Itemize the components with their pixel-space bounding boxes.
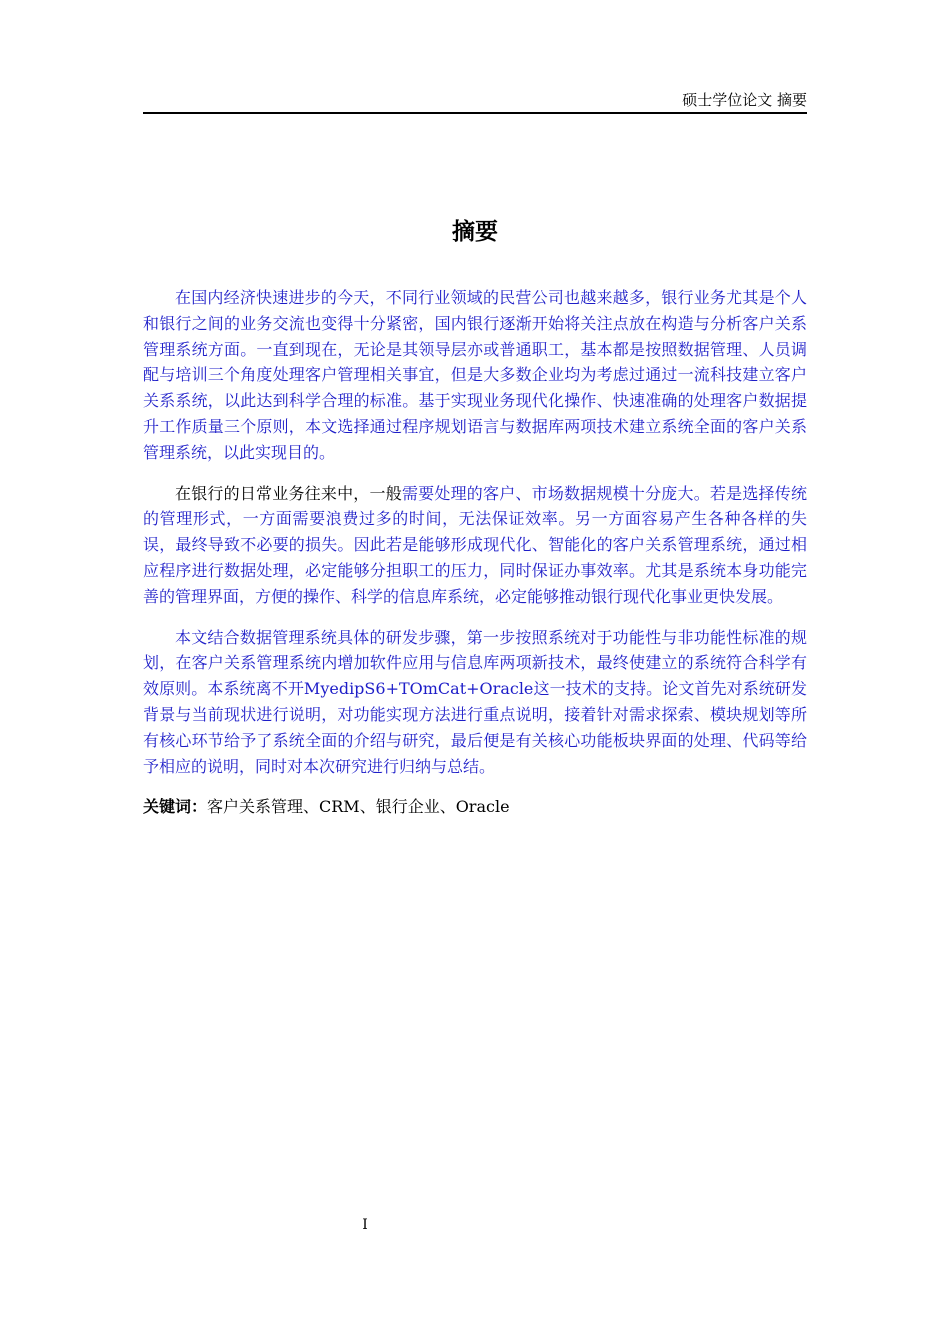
- page-header: [143, 88, 807, 114]
- abstract-paragraph-1: 在国内经济快速进步的今天，不同行业领域的民营公司也越来越多，银行业务尤其是个人和银行之间的业务交流也变得十分紧密，国内银行逐渐开始将关注点放在构造与分析客户关系管理系统方面。一直到现在，无论是其领导层亦或普通职工，基本都是按照数据管理、人员调配与培训三个角度处理客户管理相关事宜，但是大多数企业均为考虑过通过一流科技建立客户关系系统，以此达到科学合理的标准。基于实现业务现代化操作、快速准确的处理客户数据提升工作质量三个原则，本文选择通过程序规划语言与数据库两项技术建立系统全面的客户关系管理系统，以此实现目的。: [143, 288, 807, 462]
- running-header-text: 硕士学位论文 摘要: [682, 91, 807, 109]
- page-number: I: [362, 1217, 368, 1233]
- abstract-body: [143, 285, 807, 820]
- keywords-line: [143, 794, 807, 820]
- keywords-value: 客户关系管理、CRM、银行企业、Oracle: [207, 797, 510, 817]
- abstract-title: 摘要: [452, 219, 498, 245]
- abstract-paragraph-3: 本文结合数据管理系统具体的研发步骤，第一步按照系统对于功能性与非功能性标准的规划，在客户关系管理系统内增加软件应用与信息库两项新技术，最终使建立的系统符合科学有效原则。本系统离不开MyedipS6+TOmCat+Oracle这一技术的支持。论文首先对系统研发背景与当前现状进行说明，对功能实现方法进行重点说明，接着针对需求探索、模块规划等所有核心环节给予了系统全面的介绍与研究，最后便是有关核心功能板块界面的处理、代码等给予相应的说明，同时对本次研究进行归纳与总结。: [143, 627, 807, 776]
- keywords-label: 关键词：: [143, 797, 208, 817]
- paragraph-2-opening: 在银行的日常业务往来中，一般: [175, 483, 402, 503]
- abstract-paragraph-2: [143, 481, 807, 610]
- paragraph-2-rest: 需要处理的客户、市场数据规模十分庞大。若是选择传统的管理形式，一方面需要浪费过多的时间，无法保证效率。另一方面容易产生各种各样的失误，最终导致不必要的损失。因此若是能够形成现代化、智能化的客户关系管理系统，通过相应程序进行数据处理，必定能够分担职工的压力，同时保证办事效率。尤其是系统本身功能完善的管理界面，方便的操作、科学的信息库系统，必定能够推动银行现代化事业更快发展。: [143, 483, 807, 606]
